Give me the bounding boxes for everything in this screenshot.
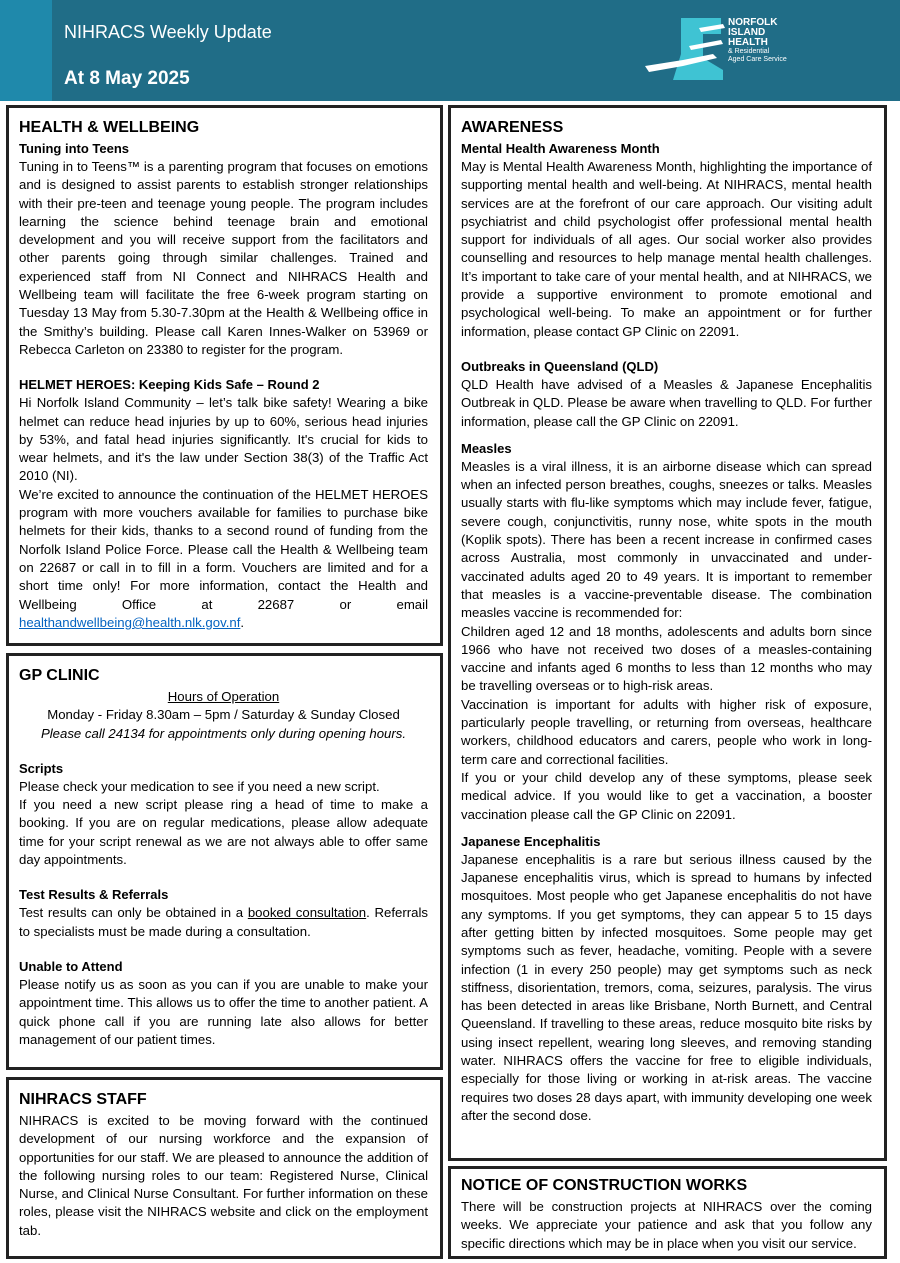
wellbeing-email-link[interactable]: healthandwellbeing@health.nlk.gov.nf (19, 614, 241, 630)
staff-body: NIHRACS is excited to be moving forward with the continued development of our nursing workforce and the expansion of opportunities for our staff. We are pleased to announce the addition of the following nursing roles to our team: Registered Nurse, Clinical Nurse, and Clinical Nurse Consultant. For further information on these roles, please visit the NIHRACS website and click on the employment tab. (19, 1113, 428, 1238)
page-title: NIHRACS Weekly Update (64, 22, 272, 42)
appointments-note: Please call 24134 for appointments only during opening hours. (40, 725, 407, 741)
section-heading: AWARENESS (461, 119, 564, 136)
nihracs-staff-section (6, 1077, 443, 1259)
section-heading: NOTICE OF CONSTRUCTION WORKS (461, 1177, 748, 1194)
tuning-into-teens-body: Tuning in to Teens™ is a parenting program that focuses on emotions and is designed to assist parents to establish stronger relationships with their pre-teen and teenage young people. The program includes learning the science behind teenage brain and emotional development and you will receive support from the facilitators and other parents going through similar challenges. Trained and experienced staff from NI Connect and NIHRACS Health and Wellbeing team will facilitate the free 6-week program starting on Tuesday 13 May from 5.30-7.30pm at the Health & Wellbeing office in the Smithy’s building. Please call Karen Innes-Walker on 53969 or Rebecca Carleton on 23380 to register for the program. (19, 159, 428, 357)
construction-notice-section (448, 1166, 887, 1259)
measles-title: Measles (461, 440, 512, 456)
measles-advice: If you or your child develop any of these symptoms, please seek medical advice. If you would like to get a vaccination, a booster vaccination please call the GP Clinic on 22091. (461, 769, 872, 822)
helmet-heroes-intro: Hi Norfolk Island Community – let’s talk bike safety! Wearing a bike helmet can reduce head injuries by up to 60%, serious head injuries by 53%, and fatal head injuries significantly. It's crucial for kids to wear helmets, and it's the law under Section 38(3) of the Traffic Act 2010 (NI). (19, 395, 428, 484)
logo-wordmark: NORFOLK ISLAND HEALTH & Residential Aged Care Service (728, 17, 787, 63)
scripts-body: If you need a new script please ring a head of time to make a booking. If you are on regular medications, please allow adequate time for your script renewal as we are not always able to offer same day appointments. (19, 797, 428, 868)
awareness-section (448, 105, 887, 1161)
tuning-into-teens-title: Tuning into Teens (19, 141, 130, 156)
health-wellbeing-section (6, 105, 443, 646)
booked-consultation-text: booked consultation (247, 905, 367, 921)
outbreaks-title: Outbreaks in Queensland (QLD) (461, 358, 659, 374)
measles-high-risk-adults: Vaccination is important for adults with higher risk of exposure, particularly people travelling, or returning from overseas, healthcare workers, childhood educators and carers, people who work in long-term care and correctional facilities. (461, 696, 872, 767)
helmet-heroes-title: HELMET HEROES: Keeping Kids Safe – Round 2 (19, 377, 320, 393)
unable-to-attend-title: Unable to Attend (19, 958, 123, 974)
mental-health-body: May is Mental Health Awareness Month, highlighting the importance of supporting mental health and well-being. At NIHRACS, mental health services are at the forefront of our care approach. Our visiting adult psychiatrist and child psychologist offer professional mental health support for individuals of all ages. Our social worker also provides counselling and resources to help manage mental health challenges. It’s important to take care of your mental health, and at NIHRACS, we provide a supportive environment to promote emotional and psychological well-being. To make an appointment or for further information, please contact GP Clinic on 22091. (461, 159, 872, 339)
measles-body: Measles is a viral illness, it is an airborne disease which can spread when an infected person breathes, coughs, sneezes or talks. Measles usually starts with flu-like symptoms which may include fever, fatigue, severe cough, conjunctivitis, runny nose, white spots in the mouth (Koplik spots). There has been a recent increase in confirmed cases across Australia, most commonly in unvaccinated and under-vaccinated adults aged 20 to 49 years. It is important to remember that measles is a vaccine-preventable disease. The combination measles vaccine is recommended for: (461, 458, 872, 621)
test-results-body: Test results can only be obtained in a booked consultation. Referrals to specialists must be made during a consultation. (19, 905, 428, 939)
gp-clinic-section (6, 653, 443, 1070)
measles-recommended-groups: Children aged 12 and 18 months, adolescents and adults born since 1966 who have not received two doses of a measles-containing vaccine and infants aged 6 months to less than 12 months who may be travelling overseas or to high-risk areas. (461, 623, 872, 694)
mental-health-title: Mental Health Awareness Month (461, 141, 660, 156)
update-date: At 8 May 2025 (64, 68, 190, 89)
scripts-check: Please check your medication to see if you need a new script. (19, 778, 380, 794)
hours-title: Hours of Operation (167, 689, 280, 704)
helmet-heroes-body: We’re excited to announce the continuation of the HELMET HEROES program with more vouchers available for families to purchase bike helmets for their kids, thanks to a second round of funding from the Norfolk Island Police Force. Please call the Health & Wellbeing team on 22687 or call in to fill in a form. Vouchers are limited and for a short time only! For more information, contact the Health and Wellbeing Office at 22687 or email healthandwellbeing@health.nlk.gov.nf. (19, 486, 428, 630)
page-header (0, 0, 900, 101)
opening-hours: Monday - Friday 8.30am – 5pm / Saturday & Sunday Closed (47, 707, 400, 723)
construction-body: There will be construction projects at NIHRACS over the coming weeks. We appreciate your patience and ask that you follow any specific directions which may be in place when you visit our service. (461, 1199, 872, 1251)
section-heading: GP CLINIC (19, 667, 100, 684)
section-heading: HEALTH & WELLBEING (19, 119, 200, 136)
section-heading: NIHRACS STAFF (19, 1091, 147, 1108)
japanese-encephalitis-body: Japanese encephalitis is a rare but serious illness caused by the Japanese encephalitis virus, which is spread to humans by infected mosquitoes. Most people who get Japanese encephalitis do not have any symptoms. If you get symptoms, they can appear 5 to 15 days after getting bitten by infected mosquitoes. Some people may get symptoms such as fever, headache, vomiting. People with a severe infection (1 in every 250 people) may get symptoms such as neck stiffness, disorientation, tremors, coma, seizures, paralysis. The virus has been detected in areas like Brisbane, North Burnett, and Central Queensland. If travelling to these areas, reduce mosquito bite risks by using insect repellent, wearing long sleeves, and removing standing water. NIHRACS offers the vaccine for free to eligible individuals, especially for those living or working in at-risk areas. The vaccine requires two doses 28 days apart, with immunity developing one week after the second dose. (461, 851, 872, 1123)
outbreaks-body: QLD Health have advised of a Measles & Japanese Encephalitis Outbreak in QLD. Please be aware when travelling to QLD. For further information, please call the GP Clinic on 22091. (461, 376, 872, 429)
header-accent-stripe (0, 0, 52, 101)
japanese-encephalitis-title: Japanese Encephalitis (461, 833, 601, 849)
scripts-title: Scripts (19, 760, 64, 776)
unable-to-attend-body: Please notify us as soon as you can if you are unable to make your appointment time. This allows us to offer the time to another patient. A quick phone call if you are running late also allows for better management of our patient times. (19, 976, 428, 1047)
test-results-title: Test Results & Referrals (19, 887, 169, 903)
